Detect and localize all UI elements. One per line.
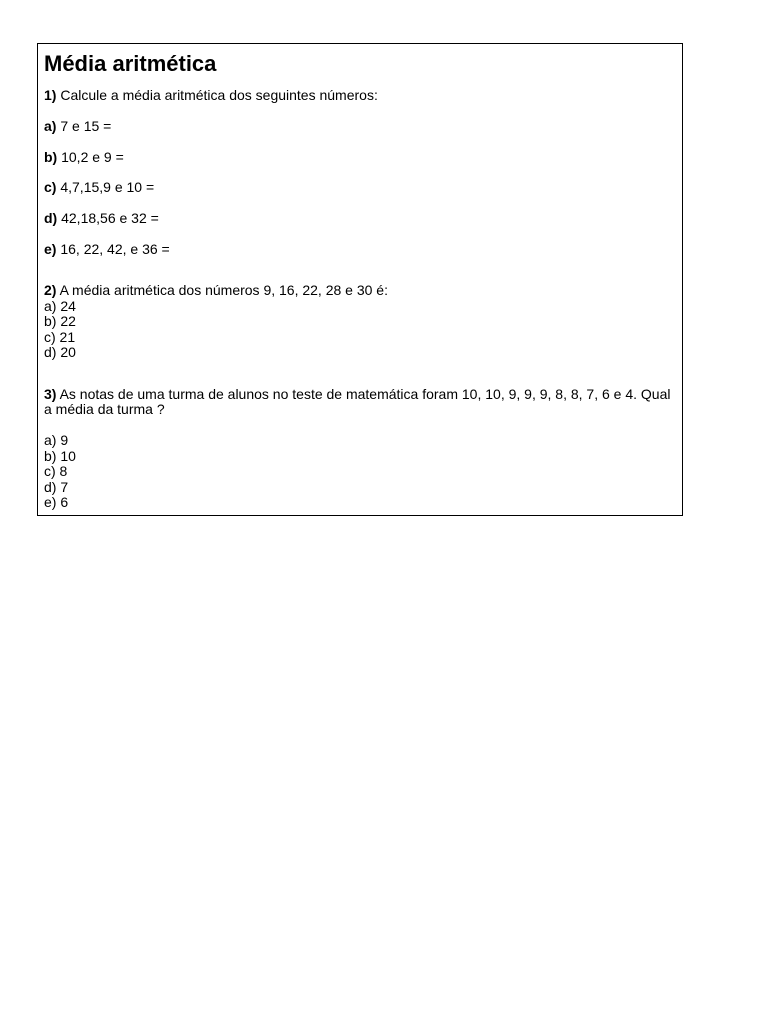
question-text: A média aritmética dos números 9, 16, 22, 28 e 30 é:: [56, 282, 388, 299]
item-letter: e): [44, 240, 57, 257]
q1-item-d: [44, 211, 676, 227]
q1-item-a: [44, 119, 676, 135]
item-letter: c): [44, 179, 57, 196]
question-number: 1): [44, 87, 57, 103]
q2-option-b: b) 22: [44, 313, 76, 330]
q1-item-c: [44, 180, 676, 196]
q3-option-e: e) 6: [44, 494, 69, 511]
page-title: Média aritmética: [44, 51, 217, 76]
worksheet: [37, 43, 683, 516]
item-text: 4,7,15,9 e 10 =: [56, 179, 155, 196]
question-2: [44, 283, 676, 299]
item-text: 16, 22, 42, e 36 =: [56, 240, 170, 257]
item-text: 10,2 e 9 =: [57, 148, 124, 165]
q2-option-d: d) 20: [44, 344, 76, 361]
q1-item-b: [44, 150, 676, 166]
q3-option-a: a) 9: [44, 432, 69, 449]
item-letter: a): [44, 117, 57, 134]
question-text: As notas de uma turma de alunos no teste de matemática foram 10, 10, 9, 9, 9, 8, 8, 7, 6 e 4. Qual a média da turma ?: [44, 385, 671, 418]
question-number: 2): [44, 282, 57, 299]
item-letter: b): [44, 148, 58, 165]
item-letter: d): [44, 210, 58, 227]
q1-item-e: [44, 242, 676, 258]
question-number: 3): [44, 385, 57, 402]
question-3: [44, 387, 676, 418]
question-text: Calcule a média aritmética dos seguintes números:: [56, 87, 378, 103]
item-text: 7 e 15 =: [56, 117, 112, 134]
item-text: 42,18,56 e 32 =: [57, 210, 159, 227]
q3-option-c: c) 8: [44, 463, 68, 480]
q3-option-b: b) 10: [44, 447, 76, 464]
question-1: [44, 88, 676, 104]
q2-option-a: a) 24: [44, 297, 76, 314]
q3-option-d: d) 7: [44, 478, 69, 495]
q2-option-c: c) 21: [44, 328, 76, 345]
